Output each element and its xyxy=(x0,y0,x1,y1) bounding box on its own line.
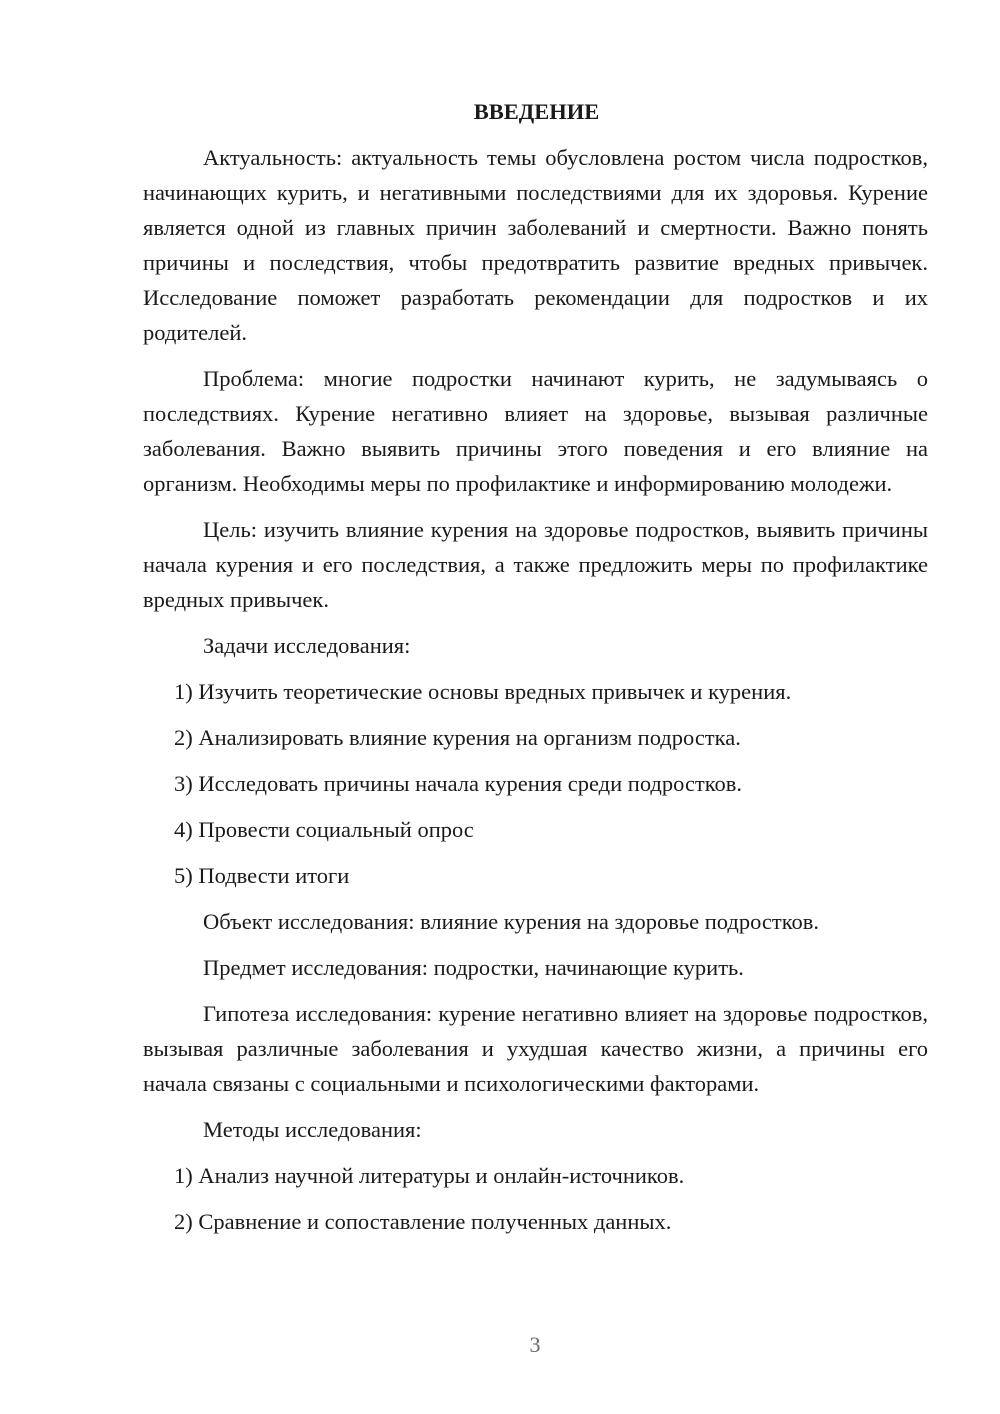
task-item-1: 1) Изучить теоретические основы вредных привычек и курения. xyxy=(174,679,792,704)
subject-paragraph: Предмет исследования: подростки, начинающие курить. xyxy=(203,955,744,980)
task-item-2: 2) Анализировать влияние курения на организм подростка. xyxy=(174,725,741,750)
page-content xyxy=(143,94,928,1250)
hypothesis-paragraph: Гипотеза исследования: курение негативно влияет на здоровье подростков, вызывая различные заболевания и ухудшая качество жизни, а причины его начала связаны с социальными и психологическими факторами. xyxy=(143,1001,928,1096)
object-paragraph: Объект исследования: влияние курения на здоровье подростков. xyxy=(203,909,819,934)
methods-heading: Методы исследования: xyxy=(203,1117,422,1142)
page-number: 3 xyxy=(529,1332,541,1357)
page-title: ВВЕДЕНИЕ xyxy=(473,99,600,124)
task-item-3: 3) Исследовать причины начала курения среди подростков. xyxy=(174,771,743,796)
method-item-1: 1) Анализ научной литературы и онлайн-источников. xyxy=(174,1163,685,1188)
task-item-4: 4) Провести социальный опрос xyxy=(174,817,474,842)
relevance-paragraph: Актуальность: актуальность темы обусловлена ростом числа подростков, начинающих курить, и негативными последствиями для их здоровья. Курение является одной из главных причин заболеваний и смертности. Важно понять причины и последствия, чтобы предотвратить развитие вредных привычек. Исследование поможет разработать рекомендации для подростков и их родителей. xyxy=(143,145,928,345)
method-item-2: 2) Сравнение и сопоставление полученных данных. xyxy=(174,1209,672,1234)
problem-paragraph: Проблема: многие подростки начинают курить, не задумываясь о последствиях. Курение негативно влияет на здоровье, вызывая различные заболевания. Важно выявить причины этого поведения и его влияние на организм. Необходимы меры по профилактике и информированию молодежи. xyxy=(143,366,928,496)
task-item-5: 5) Подвести итоги xyxy=(174,863,350,888)
tasks-heading: Задачи исследования: xyxy=(203,633,411,658)
goal-paragraph: Цель: изучить влияние курения на здоровье подростков, выявить причины начала курения и его последствия, а также предложить меры по профилактике вредных привычек. xyxy=(143,517,928,612)
